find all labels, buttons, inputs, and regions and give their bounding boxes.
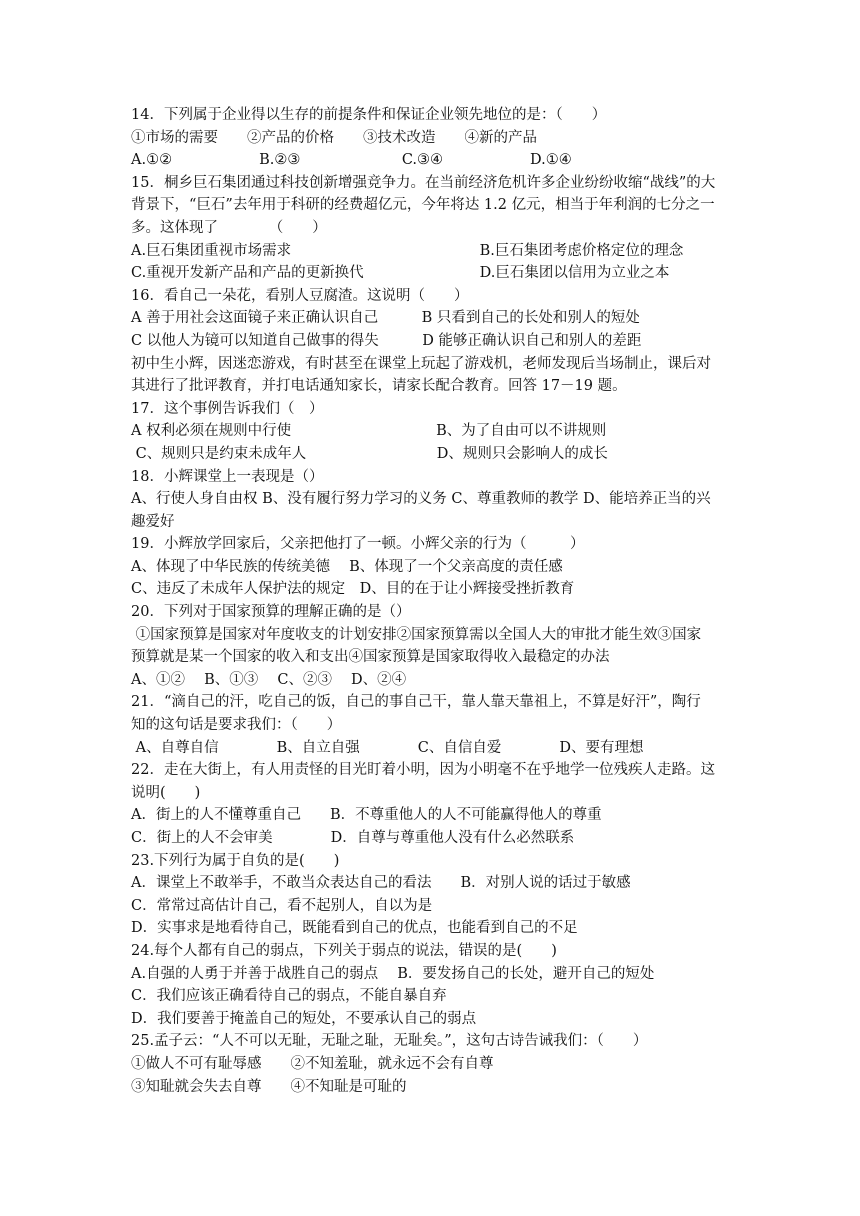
text-line: 18．小辉课堂上一表现是（）	[131, 468, 324, 485]
text-line: 说明( )	[131, 784, 201, 801]
text-line: 14．下列属于企业得以生存的前提条件和保证企业领先地位的是：（ ）	[131, 107, 607, 123]
text-line: 知的这句话是要求我们：（ ）	[131, 717, 342, 734]
text-line: C、违反了未成年人保护法的规定 D、目的在于让小辉接受挫折教育	[131, 581, 575, 598]
text-line: A．课堂上不敢举手，不敢当众表达自己的看法 B．对别人说的话过于敏感	[131, 875, 631, 892]
text-line: ①国家预算是国家对年度收支的计划安排②国家预算需以全国人大的审批才能生效③国家	[131, 626, 702, 643]
text-line: A.巨石集团重视市场需求 B.巨石集团考虑价格定位的理念	[131, 242, 684, 259]
text-line: C.重视开发新产品和产品的更新换代 D.巨石集团以信用为立业之本	[131, 265, 670, 282]
text-line: A、自尊自信 B、自立自强 C、自信自爱 D、要有理想	[131, 739, 644, 756]
text-line: D．我们要善于掩盖自己的短处，不要承认自己的弱点	[131, 1010, 477, 1027]
text-line: A、体现了中华民族的传统美德 B、体现了一个父亲高度的责任感	[131, 558, 563, 575]
text-line: ①市场的需要 ②产品的价格 ③技术改造 ④新的产品	[131, 129, 537, 146]
text-line: 17．这个事例告诉我们（ ）	[131, 400, 324, 417]
text-line: ③知耻就会失去自尊 ④不知耻是可耻的	[131, 1078, 407, 1095]
text-line: A、行使人身自由权 B、没有履行努力学习的义务 C、尊重教师的教学 D、能培养正当的兴	[131, 491, 711, 508]
text-line: C．常常过高估计自己，看不起别人，自以为是	[131, 897, 433, 914]
text-line: C、规则只是约束未成年人 D、规则只会影响人的成长	[131, 445, 608, 462]
text-line: A.自强的人勇于并善于战胜自己的弱点 B．要发扬自己的长处，避开自己的短处	[131, 965, 655, 982]
text-line: 其进行了批评教育，并打电话通知家长，请家长配合教育。回答 17－19 题。	[131, 378, 627, 395]
text-line: 背景下，“巨石”去年用于科研的经费超亿元，今年将达 1.2 亿元，相当于年利润的七分之一	[131, 197, 715, 214]
text-line: 19．小辉放学回家后，父亲把他打了一顿。小辉父亲的行为（ ）	[131, 536, 585, 553]
text-line: 趣爱好	[131, 513, 175, 530]
text-line: A、①② B、①③ C、②③ D、②④	[131, 671, 407, 688]
text-line: 20．下列对于国家预算的理解正确的是（）	[131, 604, 411, 621]
question-text-block	[131, 104, 741, 1098]
text-line: D．实事求是地看待自己，既能看到自己的优点，也能看到自己的不足	[131, 920, 578, 937]
text-line: C．街上的人不会审美 D．自尊与尊重他人没有什么必然联系	[131, 830, 575, 846]
text-line: 24.每个人都有自己的弱点，下列关于弱点的说法，错误的是( )	[131, 942, 557, 959]
text-line: 22．走在大街上，有人用责怪的目光盯着小明，因为小明毫不在乎地学一位残疾人走路。这	[131, 762, 715, 779]
text-line: A 善于用社会这面镜子来正确认识自己 B 只看到自己的长处和别人的短处	[131, 310, 640, 327]
text-line: C 以他人为镜可以知道自己做事的得失 D 能够正确认识自己和别人的差距	[131, 332, 642, 349]
text-line: 预算就是某一个国家的收入和支出④国家预算是国家取得收入最稳定的办法	[131, 649, 610, 666]
text-line: A 权利必须在规则中行使 B、为了自由可以不讲规则	[131, 423, 607, 440]
text-line: 多。这体现了 （ ）	[131, 219, 327, 236]
text-line: C．我们应该正确看待自己的弱点，不能自暴自弃	[131, 988, 447, 1005]
text-line: A．街上的人不懂尊重自己 B．不尊重他人的人不可能赢得他人的尊重	[131, 807, 602, 824]
text-line: 21．“滴自己的汗，吃自己的饭，自己的事自己干，靠人靠天靠祖上，不算是好汗”，陶行	[131, 694, 701, 711]
text-line: 初中生小辉，因迷恋游戏，有时甚至在课堂上玩起了游戏机，老师发现后当场制止，课后对	[131, 355, 711, 372]
text-line: 16．看自己一朵花，看别人豆腐渣。这说明（ ）	[131, 287, 469, 304]
text-line: A.①② B.②③ C.③④ D.①④	[131, 152, 572, 169]
text-line: 15．桐乡巨石集团通过科技创新增强竞争力。在当前经济危机许多企业纷纷收缩“战线”的大	[131, 174, 716, 191]
text-line: 23.下列行为属于自负的是( )	[131, 852, 340, 869]
text-line: ①做人不可有耻辱感 ②不知羞耻，就永远不会有自尊	[131, 1055, 494, 1072]
text-line: 25.孟子云：“人不可以无耻，无耻之耻，无耻矣。”，这句古诗告诫我们：（ ）	[131, 1033, 648, 1050]
